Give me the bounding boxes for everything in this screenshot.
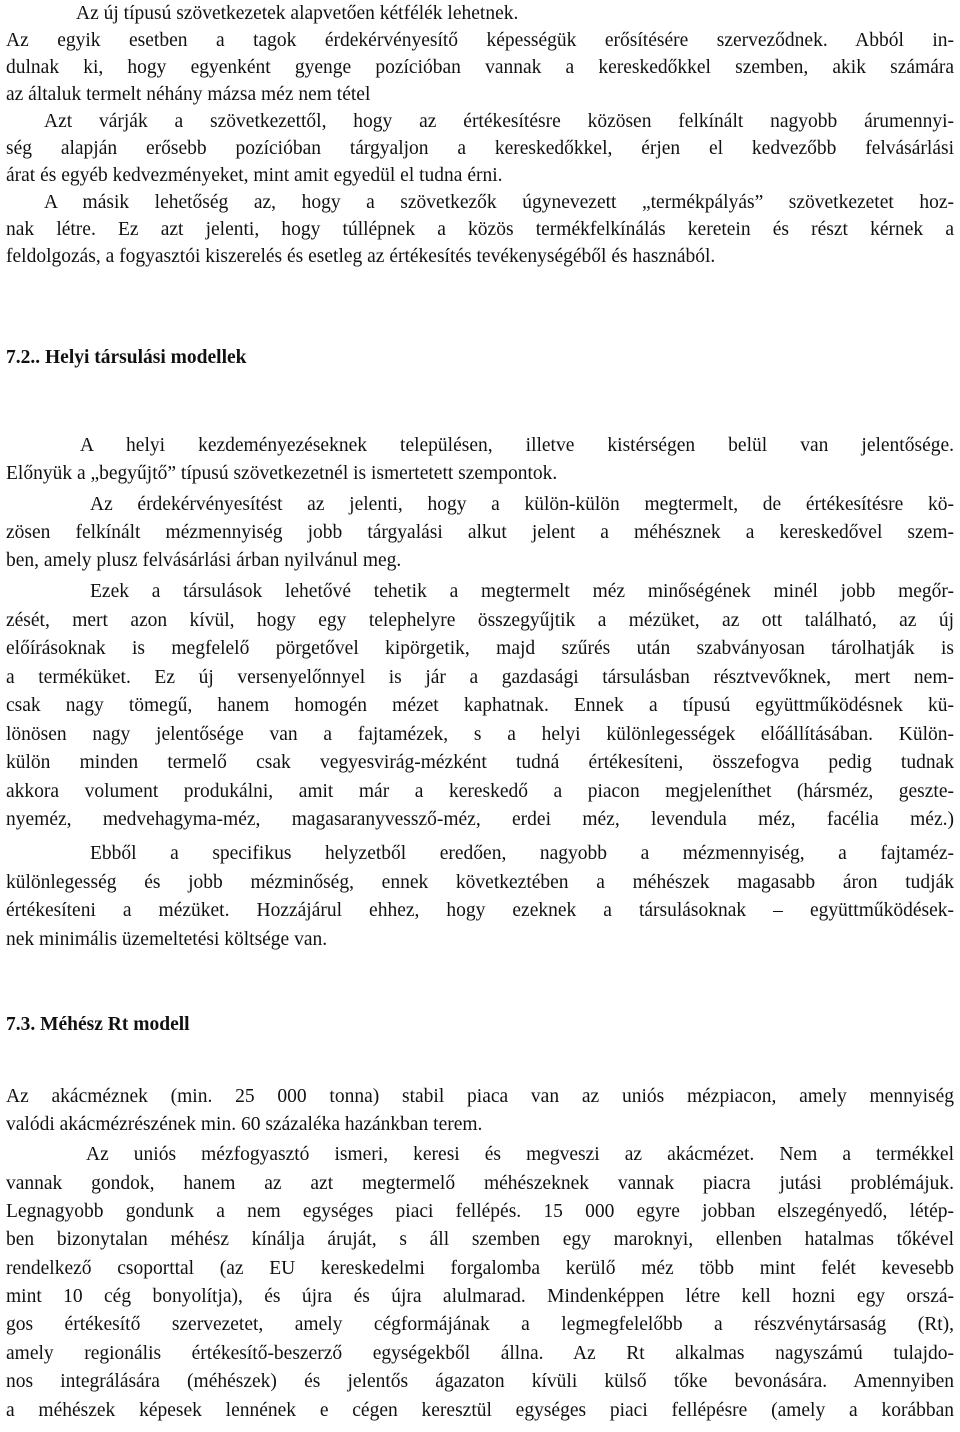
text-line: árat és egyéb kedvezményeket, mint amit egyedül el tudna érni. (6, 165, 503, 186)
text-line: rendelkező csoporttal (az EU kereskedelmi forgalomba kerülő méz több mint felét kevesebb (6, 1258, 954, 1279)
text-line: előírásoknak is megfelelő pörgetővel kipörgetik, majd szűrés után szabványosan tárolhatják is (6, 638, 954, 659)
text-line: különlegesség és jobb mézminőség, ennek következtében a méhészek magasabb áron tudják (6, 872, 954, 893)
text-line: ben, amely plusz felvásárlási árban nyilvánul meg. (6, 550, 402, 571)
text-line: az általuk termelt néhány mázsa méz nem tétel (6, 84, 371, 105)
text-line: zösen felkínált mézmennyiség jobb tárgyalási alkut jelent a méhésznek a kereskedővel szem- (6, 522, 954, 543)
text-line: Az akácméznek (min. 25 000 tonna) stabil piaca van az uniós mézpiacon, amely mennyiség (6, 1086, 954, 1107)
text-line: feldolgozás, a fogyasztói kiszerelés és esetleg az értékesítés tevékenységéből és hasznából. (6, 246, 716, 267)
text-line: Az új típusú szövetkezetek alapvetően kétfélék lehetnek. (76, 3, 519, 24)
text-line: A helyi kezdeményezéseknek településen, illetve kistérségen belül van jelentősége. (80, 435, 954, 456)
text-line: ség alapján erősebb pozícióban tárgyaljon a kereskedőkkel, érjen el kedvezőbb felvásárlási (6, 138, 954, 159)
text-line: csak nagy tömegű, hanem homogén mézet kaphatnak. Ennek a típusú együttműködésnek kü- (6, 695, 954, 716)
text-line: zését, mert azon kívül, hogy egy telephelyre összegyűjtik a mézüket, az ott található, az új (6, 610, 954, 631)
text-line: a méhészek képesek lennének e cégen keresztül egységes piaci fellépésre (amely a korábban (6, 1400, 954, 1421)
text-line: dulnak ki, hogy egyenként gyenge pozícióban vannak a kereskedőkkel szemben, akik számára (6, 57, 954, 78)
text-line: külön minden termelő csak vegyesvirág-mézként tudná értékesíteni, összefogva pedig tudnak (6, 752, 954, 773)
text-line: Az uniós mézfogyasztó ismeri, keresi és megveszi az akácmézet. Nem a termékkel (86, 1144, 954, 1165)
section-heading-7-3: 7.3. Méhész Rt modell (6, 1014, 190, 1035)
text-line: vannak gondok, hanem az azt megtermelő méhészeknek vannak piacra jutási problémájuk. (6, 1173, 954, 1194)
text-line: nyeméz, medvehagyma-méz, magasaranyvessző-méz, erdei méz, levendula méz, facélia méz.) (6, 809, 954, 830)
text-line: nos integrálására (méhészek) és jelentős ágazaton kívüli külső tőke bevonására. Amennyiben (6, 1371, 954, 1392)
text-line: Ebből a specifikus helyzetből eredően, nagyobb a mézmennyiség, a fajtaméz- (90, 843, 954, 864)
text-line: a terméküket. Ez új versenyelőnnyel is jár a gazdasági társulásban résztvevőknek, mert nem- (6, 667, 954, 688)
text-line: A másik lehetőség az, hogy a szövetkezők úgynevezett „termékpályás” szövetkezetet hoz- (44, 192, 954, 213)
text-line: értékesíteni a mézüket. Hozzájárul ehhez, hogy ezeknek a társulásoknak – együttműködések- (6, 900, 954, 921)
text-line: valódi akácmézrészének min. 60 százaléka hazánkban terem. (6, 1114, 483, 1135)
text-line: mint 10 cég bonyolítja), és újra és újra alulmarad. Mindenképpen létre kell hozni egy orszá- (6, 1286, 954, 1307)
text-line: lönösen nagy jelentősége van a fajtamézek, s a helyi különlegességek előállításában. Külön- (6, 724, 954, 745)
section-heading-7-2: 7.2.. Helyi társulási modellek (6, 347, 247, 368)
text-line: amely regionális értékesítő-beszerző egységekből állna. Az Rt alkalmas nagyszámú tulajdo- (6, 1343, 954, 1364)
text-line: Előnyük a „begyűjtő” típusú szövetkezetnél is ismertetett szempontok. (6, 463, 558, 484)
text-line: Legnagyobb gondunk a nem egységes piaci fellépés. 15 000 egyre jobban elszegényedő, létép- (6, 1201, 954, 1222)
text-line: akkora volument produkálni, amit már a kereskedő a piacon megjeleníthet (hársméz, geszte- (6, 781, 954, 802)
text-line: Az egyik esetben a tagok érdekérvényesítő képességük erősítésére szerveződnek. Abból in- (6, 30, 954, 51)
text-line: Ezek a társulások lehetővé tehetik a megtermelt méz minőségének minél jobb megőr- (90, 581, 954, 602)
text-line: nak létre. Ez azt jelenti, hogy túllépnek a közös termékfelkínálás keretein és részt kérnek a (6, 219, 954, 240)
text-line: gos értékesítő szervezetet, amely cégformájának a legmegfelelőbb a részvénytársaság (Rt), (6, 1314, 954, 1335)
text-line: nek minimális üzemeltetési költsége van. (6, 929, 328, 950)
text-line: Azt várják a szövetkezettől, hogy az értékesítésre közösen felkínált nagyobb árumennyi- (44, 111, 954, 132)
text-line: Az érdekérvényesítést az jelenti, hogy a külön-külön megtermelt, de értékesítésre kö- (90, 494, 954, 515)
text-line: ben bizonytalan méhész kínálja áruját, s áll szemben egy maroknyi, ellenben hatalmas tőkével (6, 1229, 954, 1250)
